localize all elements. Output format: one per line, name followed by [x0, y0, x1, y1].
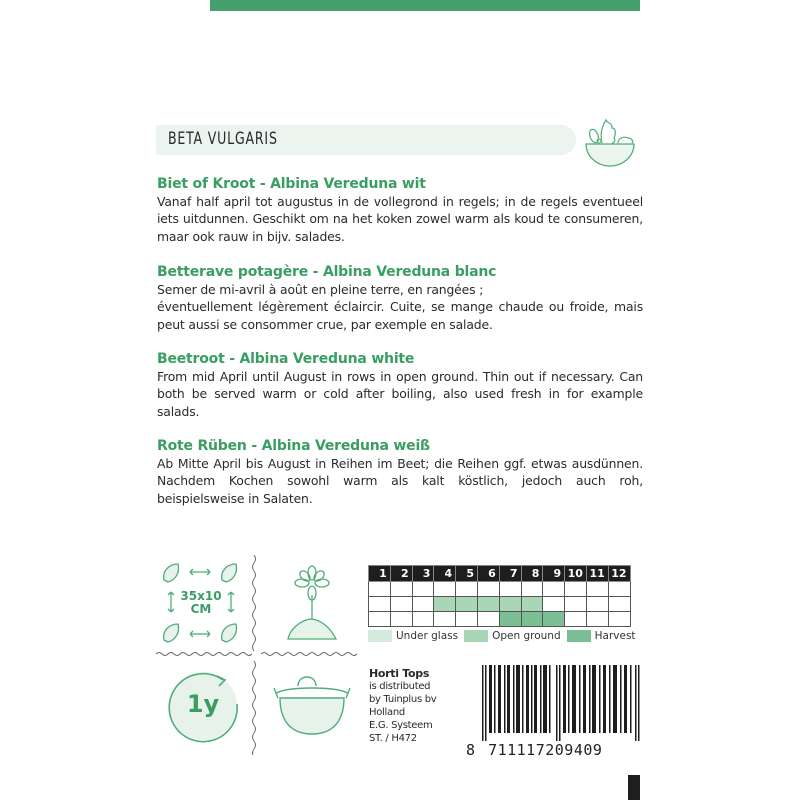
month-header: 2: [390, 566, 412, 582]
barcode: [482, 665, 642, 741]
calendar-cell: [390, 582, 412, 597]
month-header: 9: [543, 566, 565, 582]
print-registration-mark: [628, 775, 640, 800]
calendar-row-harvest: [369, 612, 631, 627]
legend-label: Open ground: [492, 630, 561, 642]
distributor-line: by Tuinplus bv: [369, 694, 437, 705]
section-french: [157, 264, 643, 333]
spacing-icon: [160, 562, 242, 644]
calendar-cell: [543, 597, 565, 612]
calendar-cell-open-ground: [521, 597, 543, 612]
calendar-cell: [369, 597, 391, 612]
section-english: [157, 351, 643, 420]
calendar-cell-harvest: [543, 612, 565, 627]
calendar-cell: [369, 582, 391, 597]
calendar-row-open-ground: [369, 597, 631, 612]
legend-harvest: [567, 630, 636, 642]
calendar-cell-harvest: [499, 612, 521, 627]
calendar-cell: [608, 597, 630, 612]
calendar-cell: [412, 597, 434, 612]
spacing-unit: CM: [190, 602, 212, 616]
month-header: 10: [565, 566, 587, 582]
legend-label: Under glass: [396, 630, 459, 642]
legend-swatch: [464, 630, 488, 642]
calendar-cell: [586, 597, 608, 612]
distributor-line: is distributed: [369, 681, 431, 692]
calendar-cell: [412, 582, 434, 597]
month-header: 8: [521, 566, 543, 582]
legend-swatch: [368, 630, 392, 642]
month-header: 6: [477, 566, 499, 582]
calendar-cell: [456, 582, 478, 597]
wavy-divider-horizontal: [156, 651, 252, 657]
calendar-cell-open-ground: [499, 597, 521, 612]
calendar-cell-harvest: [521, 612, 543, 627]
calendar-cell: [565, 612, 587, 627]
calendar-header-row: [369, 566, 631, 582]
section-body: éventuellement légèrement éclaircir. Cuite, se mange chaude ou froide, mais peut aussi se consommer crue, par exemple en salade.: [157, 299, 643, 332]
section-german: [157, 438, 643, 507]
section-title: Rote Rüben - Albina Vereduna weiß: [157, 438, 430, 454]
latin-name-banner: [156, 125, 576, 155]
spacing-value: 35x10: [180, 589, 222, 603]
month-header: 3: [412, 566, 434, 582]
section-title: Beetroot - Albina Vereduna white: [157, 351, 415, 367]
calendar-cell: [608, 582, 630, 597]
calendar-cell: [369, 612, 391, 627]
calendar-cell: [499, 582, 521, 597]
section-body: From mid April until August in rows in open ground. Thin out if necessary. Can both be served warm or cold after boiling, also used fresh in for example salads.: [157, 369, 643, 419]
wavy-divider-horizontal: [261, 651, 357, 657]
salad-bowl-icon: [572, 112, 648, 172]
brand-name: Horti Tops: [369, 667, 430, 680]
month-header: 12: [608, 566, 630, 582]
calendar-cell-open-ground: [434, 597, 456, 612]
calendar-cell: [608, 612, 630, 627]
month-header: 7: [499, 566, 521, 582]
calendar-cell: [565, 597, 587, 612]
distributor-line: E.G. Systeem: [369, 720, 433, 731]
top-color-bar: [210, 0, 640, 11]
legend-open-ground: [464, 630, 561, 642]
month-header: 11: [586, 566, 608, 582]
calendar-cell: [543, 582, 565, 597]
barcode-digits: 711117209409: [488, 741, 603, 759]
calendar-cell: [565, 582, 587, 597]
calendar-cell: [477, 612, 499, 627]
calendar-cell-open-ground: [456, 597, 478, 612]
section-body: Vanaf half april tot augustus in de vollegrond in regels; in de regels eventueel iets uitdunnen. Geschikt om na het koken zowel warm als koud te consumeren, maar ook rauw in bijv. salades.: [157, 194, 643, 244]
calendar-legend: [368, 630, 642, 642]
calendar-cell: [390, 612, 412, 627]
month-header: 5: [456, 566, 478, 582]
legend-under-glass: [368, 630, 458, 642]
calendar-cell: [521, 582, 543, 597]
sowing-calendar: [368, 565, 631, 627]
calendar-cell: [586, 582, 608, 597]
distributor-line: Holland: [369, 707, 405, 718]
lifecycle-label: 1y: [186, 690, 220, 718]
calendar-row-under-glass: [369, 582, 631, 597]
calendar-cell: [434, 582, 456, 597]
calendar-cell: [412, 612, 434, 627]
section-body: Ab Mitte April bis August in Reihen im Beet; die Reihen ggf. etwas ausdünnen. Nachdem Kochen sowohl warm als kalt köstlich, jedoch auch roh, beispielsweise in Salaten.: [157, 456, 643, 506]
lifecycle-icon: [165, 668, 241, 744]
calendar-cell-open-ground: [477, 597, 499, 612]
calendar-cell: [456, 612, 478, 627]
section-body-line1: Semer de mi-avril à août en pleine terre, en rangées ;: [157, 282, 484, 297]
calendar-cell: [434, 612, 456, 627]
section-dutch: [157, 176, 643, 245]
barcode-number: [466, 741, 602, 759]
distributor-info: [369, 667, 436, 745]
calendar-cell: [586, 612, 608, 627]
section-title: Biet of Kroot - Albina Vereduna wit: [157, 176, 426, 192]
section-title: Betterave potagère - Albina Vereduna blanc: [157, 264, 497, 280]
legend-label: Harvest: [594, 630, 636, 642]
calendar-cell: [477, 582, 499, 597]
latin-name: BETA VULGARIS: [168, 129, 278, 149]
month-header: 4: [434, 566, 456, 582]
legend-swatch: [567, 630, 591, 642]
distributor-line: ST. / H472: [369, 733, 417, 744]
plant-in-soil-icon: [280, 565, 344, 645]
barcode-first-digit: 8: [466, 741, 476, 759]
cooking-pot-icon: [272, 672, 352, 738]
month-header: 1: [369, 566, 391, 582]
calendar-cell: [390, 597, 412, 612]
